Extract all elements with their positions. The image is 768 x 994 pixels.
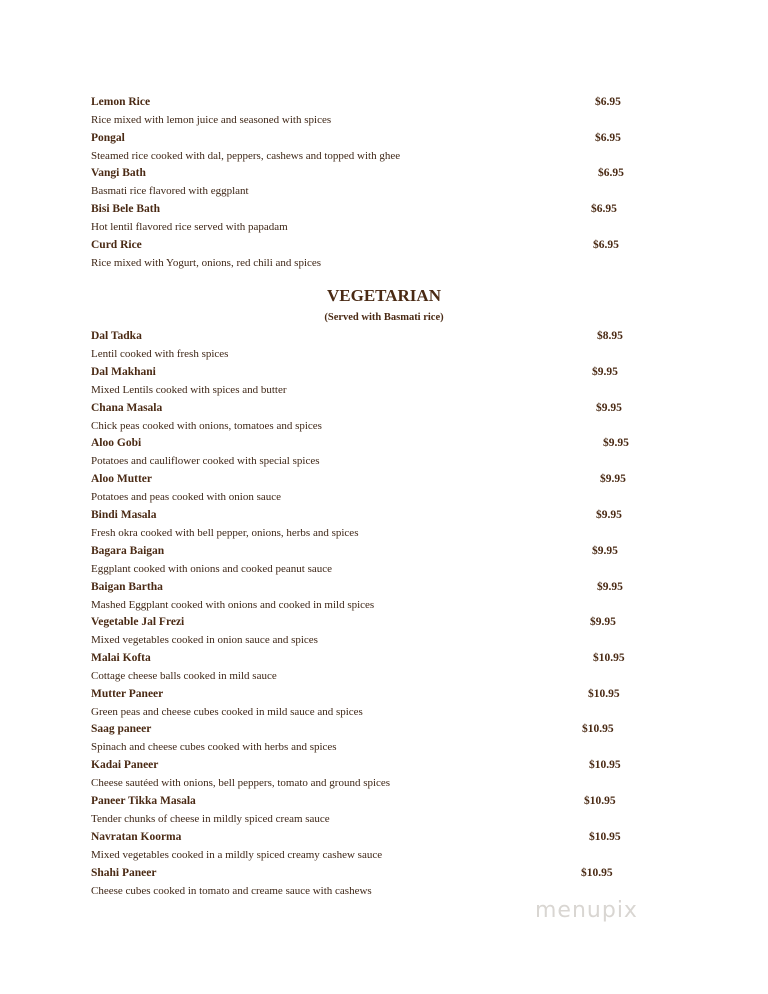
item-price: $9.95 — [592, 366, 618, 378]
item-name: Bindi Masala — [91, 509, 157, 521]
item-name: Paneer Tikka Masala — [91, 795, 196, 807]
item-price: $6.95 — [595, 132, 621, 144]
item-name: Saag paneer — [91, 723, 152, 735]
item-description: Mashed Eggplant cooked with onions and cooked in mild spices — [91, 599, 375, 611]
menu-item-vegetable-jal-frezi — [0, 616, 768, 652]
item-price: $9.95 — [603, 437, 629, 449]
item-description: Eggplant cooked with onions and cooked peanut sauce — [91, 563, 333, 575]
menu-item-vangi-bath — [0, 167, 768, 203]
item-name: Shahi Paneer — [91, 867, 157, 879]
item-description: Basmati rice flavored with eggplant — [91, 185, 249, 197]
item-price: $6.95 — [598, 167, 624, 179]
item-price: $10.95 — [588, 688, 620, 700]
item-description: Fresh okra cooked with bell pepper, onions, herbs and spices — [91, 527, 359, 539]
item-description: Mixed vegetables cooked in onion sauce and spices — [91, 634, 318, 646]
menu-item-bindi-masala — [0, 509, 768, 545]
item-price: $8.95 — [597, 330, 623, 342]
item-description: Green peas and cheese cubes cooked in mild sauce and spices — [91, 706, 363, 718]
item-price: $6.95 — [595, 96, 621, 108]
menu-item-pongal — [0, 132, 768, 168]
menu-item-paneer-tikka-masala — [0, 795, 768, 831]
item-name: Bisi Bele Bath — [91, 203, 161, 215]
item-name: Malai Kofta — [91, 652, 151, 664]
item-price: $6.95 — [593, 239, 619, 251]
menu-item-bagara-baigan — [0, 545, 768, 581]
item-price: $9.95 — [597, 581, 623, 593]
item-price: $10.95 — [581, 867, 613, 879]
menu-item-mutter-paneer — [0, 688, 768, 724]
item-name: Aloo Mutter — [91, 473, 152, 485]
item-description: Chick peas cooked with onions, tomatoes and spices — [91, 420, 322, 432]
menupix-watermark-logo: menupix — [535, 898, 638, 923]
item-price: $10.95 — [582, 723, 614, 735]
item-price: $6.95 — [591, 203, 617, 215]
item-name: Kadai Paneer — [91, 759, 159, 771]
item-description: Steamed rice cooked with dal, peppers, cashews and topped with ghee — [91, 150, 401, 162]
item-description: Spinach and cheese cubes cooked with herbs and spices — [91, 741, 337, 753]
section-title: VEGETARIAN — [327, 286, 441, 305]
menu-item-navratan-koorma — [0, 831, 768, 867]
menu-item-dal-makhani — [0, 366, 768, 402]
item-description: Rice mixed with lemon juice and seasoned with spices — [91, 114, 332, 126]
item-name: Vangi Bath — [91, 167, 146, 179]
menu-item-aloo-mutter — [0, 473, 768, 509]
item-name: Dal Tadka — [91, 330, 142, 342]
item-price: $9.95 — [592, 545, 618, 557]
menu-item-curd-rice — [0, 239, 768, 275]
item-name: Pongal — [91, 132, 125, 144]
item-price: $10.95 — [584, 795, 616, 807]
item-name: Baigan Bartha — [91, 581, 163, 593]
menu-item-lemon-rice — [0, 96, 768, 132]
item-price: $9.95 — [600, 473, 626, 485]
item-description: Hot lentil flavored rice served with papadam — [91, 221, 288, 233]
item-price: $10.95 — [593, 652, 625, 664]
menu-item-malai-kofta — [0, 652, 768, 688]
item-price: $10.95 — [589, 831, 621, 843]
item-price: $9.95 — [596, 402, 622, 414]
item-description: Mixed Lentils cooked with spices and butter — [91, 384, 287, 396]
item-name: Vegetable Jal Frezi — [91, 616, 185, 628]
menu-item-aloo-gobi — [0, 437, 768, 473]
item-name: Chana Masala — [91, 402, 163, 414]
item-description: Lentil cooked with fresh spices — [91, 348, 229, 360]
item-description: Cheese sautéed with onions, bell peppers, tomato and ground spices — [91, 777, 391, 789]
item-name: Lemon Rice — [91, 96, 151, 108]
item-description: Potatoes and peas cooked with onion sauce — [91, 491, 282, 503]
item-name: Bagara Baigan — [91, 545, 165, 557]
item-name: Dal Makhani — [91, 366, 156, 378]
menu-item-saag-paneer — [0, 723, 768, 759]
menu-item-shahi-paneer — [0, 867, 768, 903]
item-description: Potatoes and cauliflower cooked with special spices — [91, 455, 320, 467]
item-description: Cheese cubes cooked in tomato and creame sauce with cashews — [91, 885, 372, 897]
item-price: $10.95 — [589, 759, 621, 771]
item-name: Curd Rice — [91, 239, 142, 251]
item-description: Rice mixed with Yogurt, onions, red chili and spices — [91, 257, 322, 269]
item-name: Navratan Koorma — [91, 831, 182, 843]
item-name: Mutter Paneer — [91, 688, 164, 700]
menu-item-baigan-bartha — [0, 581, 768, 617]
item-price: $9.95 — [590, 616, 616, 628]
section-subtitle: (Served with Basmati rice) — [324, 312, 444, 323]
item-name: Aloo Gobi — [91, 437, 142, 449]
item-description: Tender chunks of cheese in mildly spiced cream sauce — [91, 813, 330, 825]
menu-item-bisi-bele-bath — [0, 203, 768, 239]
menu-item-dal-tadka — [0, 330, 768, 366]
menu-item-chana-masala — [0, 402, 768, 438]
item-price: $9.95 — [596, 509, 622, 521]
item-description: Mixed vegetables cooked in a mildly spiced creamy cashew sauce — [91, 849, 383, 861]
menu-item-kadai-paneer — [0, 759, 768, 795]
item-description: Cottage cheese balls cooked in mild sauce — [91, 670, 277, 682]
